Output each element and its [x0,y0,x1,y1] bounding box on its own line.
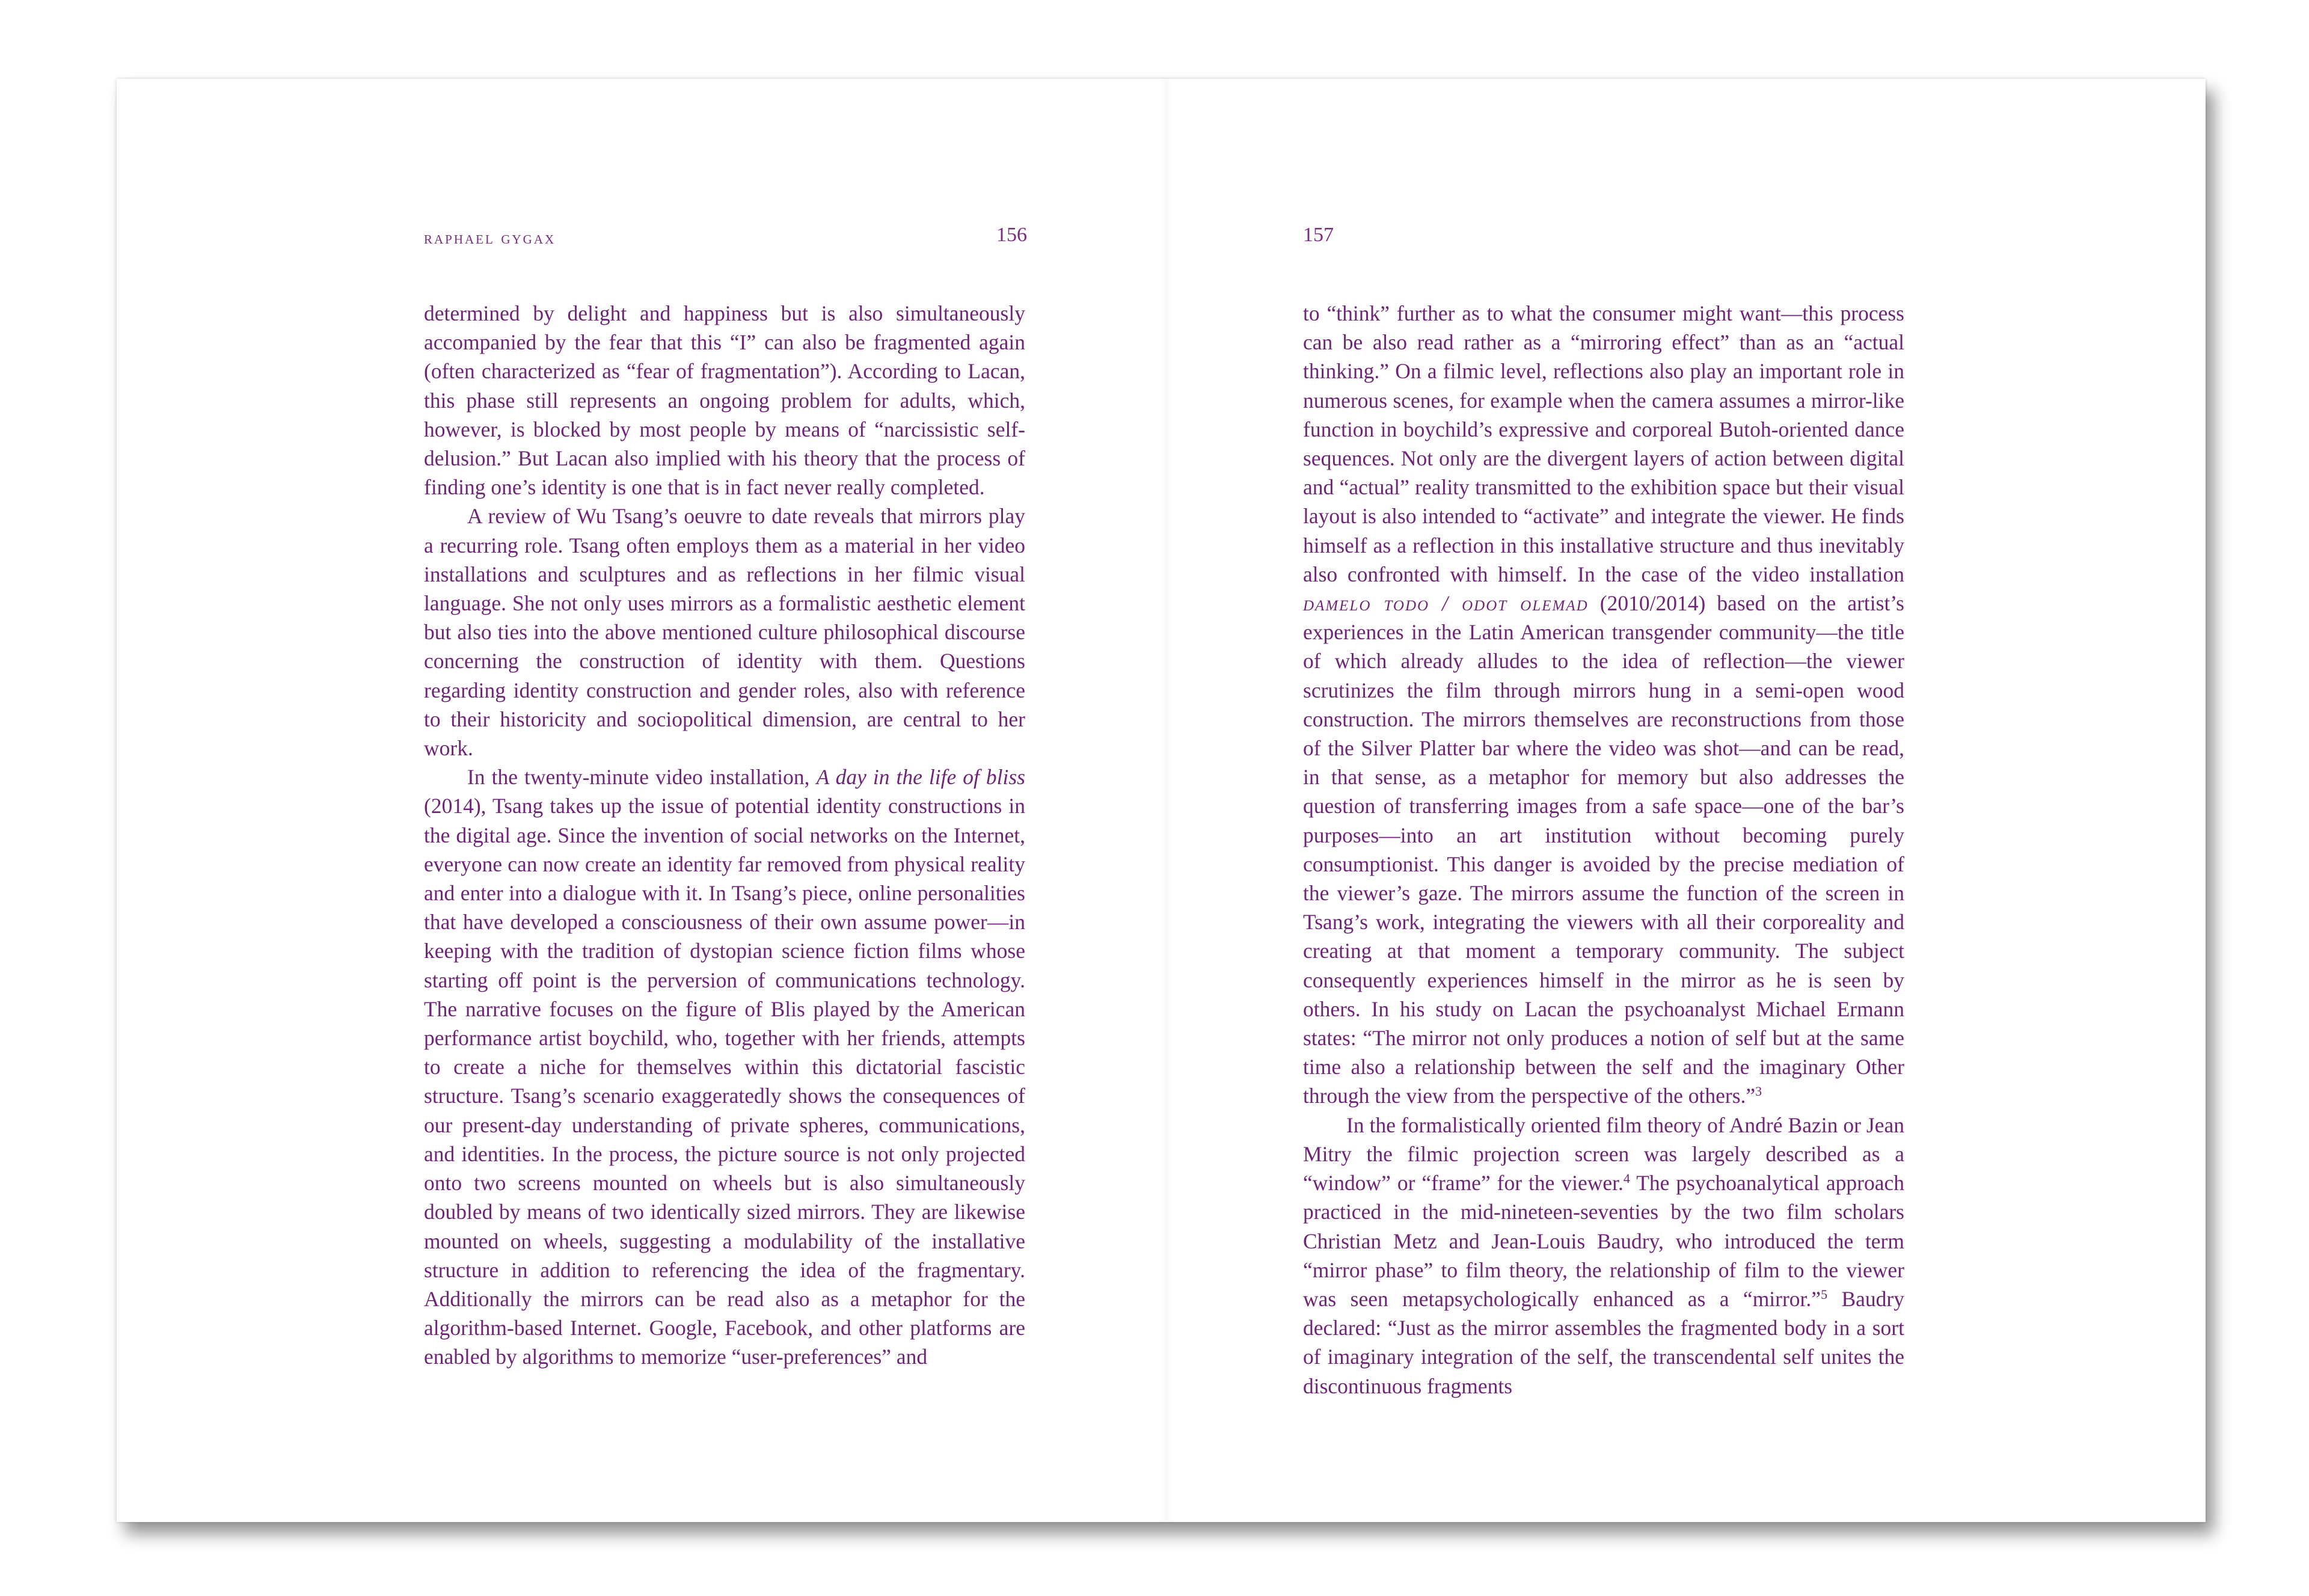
text-run: (2010/2014) based on the artist’s experiences in the Latin American transgender community—the title of which already alludes to the idea of reflection—the viewer scrutinizes the film through mirrors hung in a semi-open wood construction. The mirrors themselves are reconstructions from those of the Silver Platter bar where the video was shot—and can be read, in that sense, as a metaphor for memory but also addresses the question of transferring images from a safe space—one of the bar’s purposes—into an art institution without becoming purely consumptionist. This danger is avoided by the precise mediation of the viewer’s gaze. The mirrors assume the function of the screen in Tsang’s work, integrating the viewers with all their corporeality and creating at that moment a temporary community. The subject consequently experiences himself in the mirror as he is seen by others. In his study on Lacan the psychoanalyst Michael Ermann states: “The mirror not only produces a notion of self but at the same time also a relationship between the self and the imaginary Other through the view from the perspective of the others.” [1303,591,1904,1108]
left-page-number: 156 [996,224,1027,246]
text-run: In the formalistically oriented film theory of André Bazin or Jean Mitry the filmic projection screen was largely described as a “window” or “frame” for the viewer. [1303,1113,1904,1195]
text-run: to “think” further as to what the consumer might want—this process can be also read rather as a “mirroring effect” than as an “actual thinking.” On a filmic level, reflections also play an important role in numerous scenes, for example when the camera assumes a mirror-like function in boychild’s expressive and corporeal Butoh-oriented dance sequences. Not only are the divergent layers of action between digital and “actual” reality transmitted to the exhibition space but their visual layout is also intended to “activate” and integrate the viewer. He finds himself as a reflection in this installative structure and thus inevitably also confronted with himself. In the case of the video installation [1303,301,1904,586]
footnote-marker: 5 [1821,1286,1828,1302]
text-run: (2014), Tsang takes up the issue of potential identity constructions in the digital age. Since the invention of social networks on the Internet, everyone can now create an identity far removed from physical reality and enter into a dialogue with it. In Tsang’s piece, online personalities that have developed a consciousness of their own assume power—in keeping with the tradition of dystopian science fiction films whose starting off point is the perversion of communications technology. The narrative focuses on the figure of Blis played by the American performance artist boychild, who, together with her friends, attempts to create a niche for themselves within this dictatorial fascistic structure. Tsang’s scenario exaggeratedly shows the consequences of our present-day understanding of private spheres, communications, and identities. In the process, the picture source is not only projected onto two screens mounted on wheels but is also simultaneously doubled by means of two identically sized mirrors. They are likewise mounted on wheels, suggesting a modulability of the installative structure in addition to referencing the idea of the fragmentary. Additionally the mirrors can be read also as a metaphor for the algorithm-based Internet. Google, Facebook, and other platforms are enabled by algorithms to memorize “user-preferences” and [424,794,1025,1369]
paragraph [1303,299,1904,1111]
text-run: The psychoanalytical approach practiced in the mid-nineteen-seventies by the two film scholars Christian Metz and Jean-Louis Baudry, who introduced the term “mirror phase” to film theory, the relationship of film to the viewer was seen metapsychologically enhanced as a “mirror.” [1303,1171,1904,1311]
book-spread [117,79,2206,1522]
paragraph [424,763,1025,1371]
running-head: raphael gygax [424,228,556,248]
work-title: damelo todo / odot olemad [1303,591,1589,616]
left-page-text [424,299,1025,1372]
work-title: A day in the life of bliss [816,765,1025,790]
paragraph: determined by delight and happiness but is also simultaneously accompanied by the fear that this “I” can also be fragmented again (often characterized as “fear of fragmentation”). According to Lacan, this phase still represents an ongoing problem for adults, which, however, is blocked by most people by means of “narcissistic self-delusion.” But Lacan also implied with his theory that the process of finding one’s identity is one that is in fact never really completed. [424,301,1025,500]
paragraph: A review of Wu Tsang’s oeuvre to date reveals that mirrors play a recurring role. Tsang often employs them as a material in her video installations and sculptures and as reflections in her filmic visual language. She not only uses mirrors as a formalistic aesthetic element but also ties into the above mentioned culture philosophical discourse concerning the construction of identity with them. Questions regarding identity construction and gender roles, also with reference to their historicity and sociopolitical dimension, are central to her work. [424,504,1025,761]
footnote-marker: 4 [1623,1171,1630,1186]
text-run: In the twenty-minute video installation, [467,765,810,790]
right-page-number: 157 [1303,224,1334,246]
right-page-text [1303,299,1904,1401]
gutter [1160,79,1172,1522]
footnote-marker: 3 [1755,1084,1762,1099]
text-run: Baudry declared: “Just as the mirror assembles the fragmented body in a sort of imaginary integration of the self, the transcendental self unites the discontinuous fragments [1303,1286,1904,1398]
paragraph [1303,1111,1904,1401]
